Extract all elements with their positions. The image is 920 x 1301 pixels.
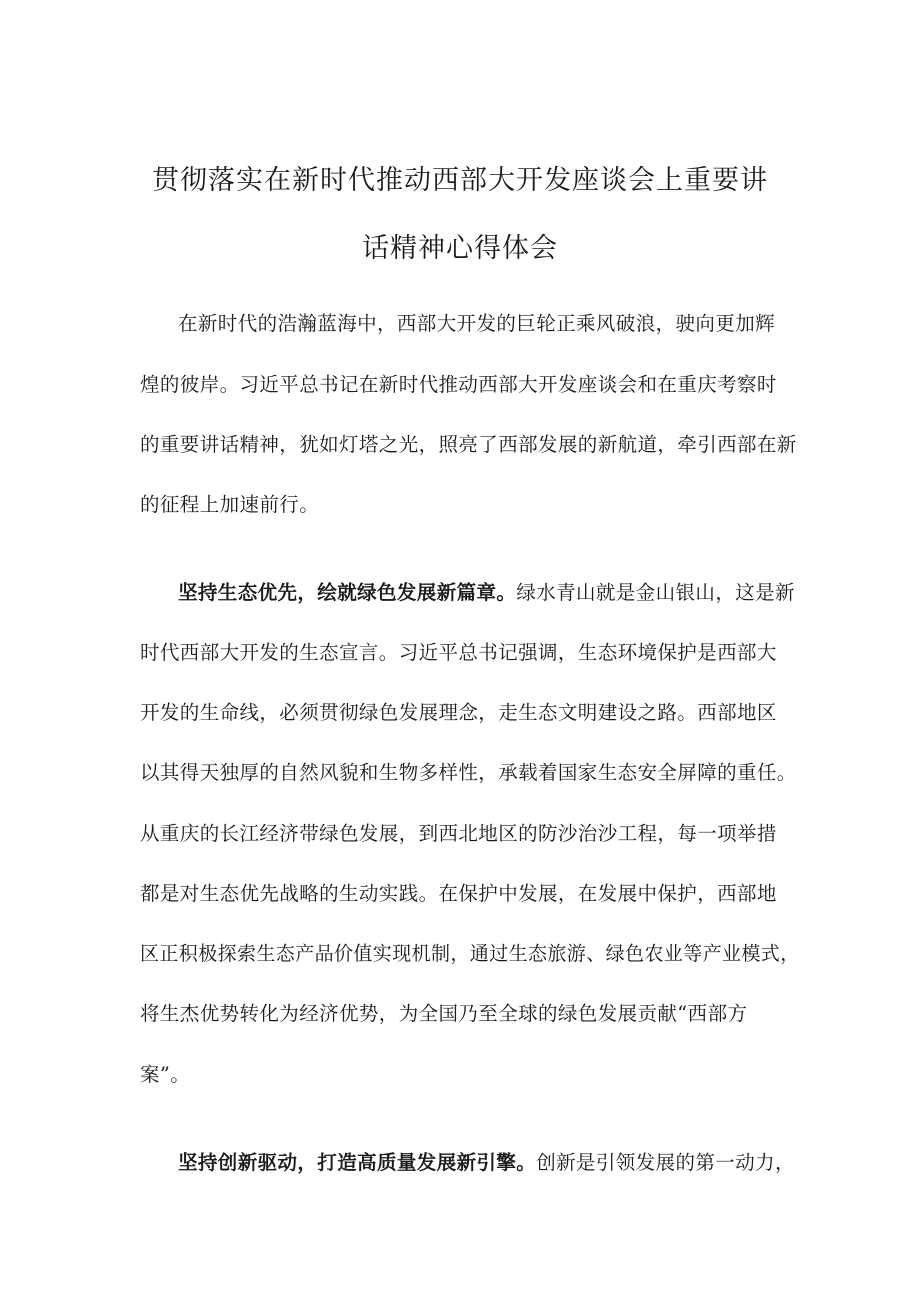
paragraph-2-line-1 bbox=[178, 577, 795, 605]
paragraph-2-line-9: 案”。 bbox=[140, 1063, 191, 1086]
paragraph-2-line-5: 从重庆的长江经济带绿色发展，到西北地区的防沙治沙工程，每一项举措 bbox=[140, 822, 777, 845]
paragraph-1-line-3: 的重要讲话精神，犹如灯塔之光，照亮了西部发展的新航道，牵引西部在新 bbox=[140, 433, 797, 456]
paragraph-1-line-4: 的征程上加速前行。 bbox=[140, 493, 320, 516]
paragraph-3-heading: 坚持创新驱动，打造高质量发展新引擎。 bbox=[178, 1151, 537, 1174]
paragraph-1-line-2: 煌的彼岸。习近平总书记在新时代推动西部大开发座谈会和在重庆考察时 bbox=[140, 373, 777, 396]
paragraph-1-line-1: 在新时代的浩瀚蓝海中，西部大开发的巨轮正乘风破浪，驶向更加辉 bbox=[178, 312, 776, 335]
paragraph-2-line-6: 都是对生态优先战略的生动实践。在保护中发展，在发展中保护，西部地 bbox=[140, 882, 777, 905]
paragraph-2-heading: 坚持生态优先，绘就绿色发展新篇章。 bbox=[178, 581, 517, 604]
paragraph-3-line-1-rest: 创新是引领发展的第一动力， bbox=[536, 1151, 795, 1174]
paragraph-2-line-3: 开发的生命线，必须贯彻绿色发展理念，走生态文明建设之路。西部地区 bbox=[140, 701, 777, 724]
paragraph-2-line-8: 将生杰优势转化为经济优势，为全国乃至全球的绿色发展贡献“西部方 bbox=[140, 1002, 748, 1025]
paragraph-3-line-1 bbox=[178, 1147, 795, 1175]
paragraph-2-line-4: 以其得天独厚的自然风貌和生物多样性，承载着国家生态安全屏障的重任。 bbox=[140, 761, 797, 784]
paragraph-2-line-1-rest: 绿水青山就是金山银山，这是新 bbox=[516, 581, 795, 604]
paragraph-2-line-7: 区正积极探索生态产品价值实现机制，通过生态旅游、绿色农业等产业模式， bbox=[140, 942, 800, 965]
paragraph-2-line-2: 时代西部大开发的生态宣言。习近平总书记强调，生态环境保护是西部大 bbox=[140, 641, 777, 664]
document-title-line-2: 话精神心得体会 bbox=[362, 233, 558, 264]
document-title-line-1: 贯彻落实在新时代推动西部大开发座谈会上重要讲 bbox=[152, 165, 768, 196]
